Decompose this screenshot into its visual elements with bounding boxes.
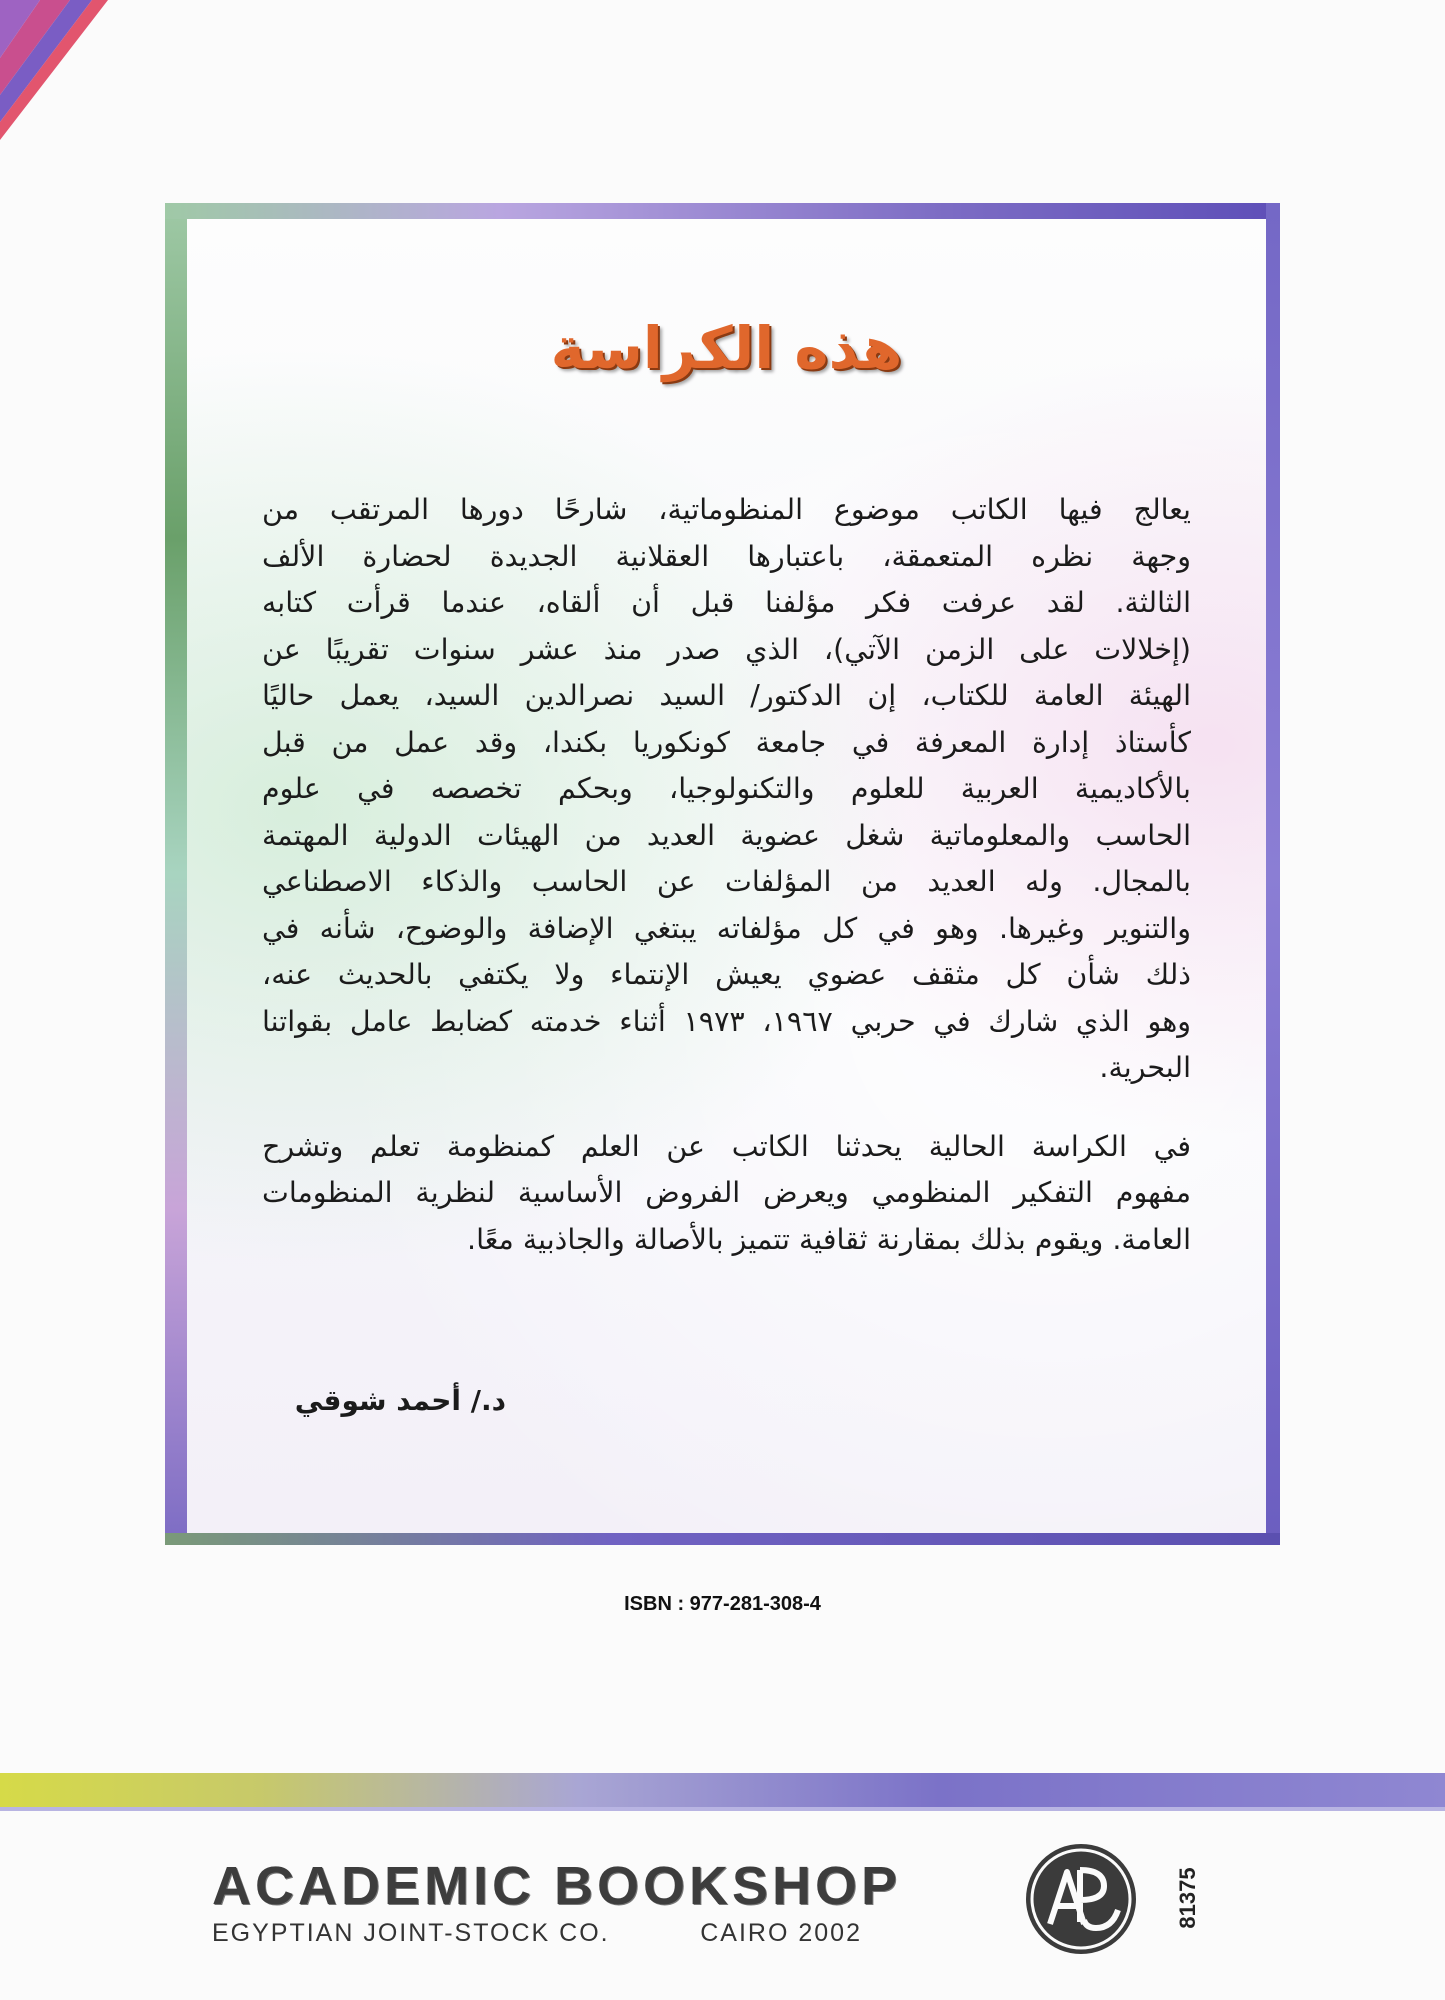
bottom-color-band <box>0 1773 1445 1807</box>
paragraph-2 <box>262 1124 1191 1264</box>
framed-panel <box>165 203 1280 1545</box>
publisher-company: EGYPTIAN JOINT-STOCK CO. <box>212 1919 610 1947</box>
text-line: بالأكاديمية العربية للعلوم والتكنولوجيا، وبحكم تخصصه في علوم <box>262 772 1191 805</box>
text-line: في الكراسة الحالية يحدثنا الكاتب عن العلم كمنظومة تعلم وتشرح <box>262 1129 1191 1163</box>
frame-border-right <box>1266 203 1280 1545</box>
text-line: الثالثة. لقد عرفت فكر مؤلفنا قبل أن ألقاه، عندما قرأت كتابه <box>262 586 1191 619</box>
frame-border-top <box>165 203 1280 219</box>
author-signature: د./ أحمد شوقي <box>294 1384 506 1417</box>
isbn-number <box>0 1593 1445 1616</box>
text-line: وهو الذي شارك في حربي ١٩٦٧، ١٩٧٣ أثناء خدمته كضابط عامل بقواتنا <box>262 1004 1191 1038</box>
text-line: العامة. ويقوم بذلك بمقارنة ثقافية تتميز بالأصالة والجاذبية معًا. <box>467 1222 1191 1256</box>
publisher-name: ACADEMIC BOOKSHOP <box>212 1856 902 1916</box>
frame-border-left <box>165 203 187 1545</box>
catalog-code-text: 81375 <box>1175 1867 1200 1929</box>
frame-border-bottom <box>165 1533 1280 1545</box>
text-line: ذلك شأن كل مثقف عضوي يعيش الإنتماء ولا يكتفي بالحديث عنه، <box>262 958 1191 991</box>
text-line: (إخلالات على الزمن الآتي)، الذي صدر منذ عشر سنوات تقريبًا عن <box>262 632 1191 666</box>
publisher-subtitle <box>212 1919 892 1948</box>
isbn-text: ISBN : 977-281-308-4 <box>624 1593 821 1615</box>
paragraph-1 <box>262 487 1191 1092</box>
catalog-code <box>1168 1838 1208 1958</box>
publisher-city-year: CAIRO 2002 <box>700 1919 862 1947</box>
body-text <box>262 487 1191 1295</box>
text-line: والتنوير وغيرها. وهو في كل مؤلفاته يبتغي الإضافة والوضوح، شأنه في <box>262 911 1191 945</box>
text-line: يعالج فيها الكاتب موضوع المنظوماتية، شارحًا دورها المرتقب من <box>262 493 1191 526</box>
panel-background <box>187 219 1266 1533</box>
publisher-block <box>212 1855 932 1948</box>
text-line: كأستاذ إدارة المعرفة في جامعة كونكوريا بكندا، وقد عمل من قبل <box>262 725 1191 759</box>
apc-logo-icon <box>1022 1840 1140 1958</box>
text-line: البحرية. <box>1099 1051 1191 1084</box>
text-line: الحاسب والمعلوماتية شغل عضوية العديد من الهيئات الدولية المهتمة <box>262 818 1191 852</box>
text-line: بالمجال. وله العديد من المؤلفات عن الحاسب والذكاء الاصطناعي <box>262 865 1191 898</box>
text-line: وجهة نظره المتعمقة، باعتبارها العقلانية الجديدة لحضارة الألف <box>262 539 1191 573</box>
text-line: مفهوم التفكير المنظومي ويعرض الفروض الأساسية لنظرية المنظومات <box>262 1176 1191 1209</box>
corner-stripes-decoration <box>0 0 130 150</box>
booklet-title: هذه الكراسة <box>550 314 903 382</box>
text-line: الهيئة العامة للكتاب، إن الدكتور/ السيد نصرالدين السيد، يعمل حاليًا <box>262 679 1191 712</box>
panel-content <box>262 219 1191 1533</box>
bottom-band-line <box>0 1807 1445 1811</box>
